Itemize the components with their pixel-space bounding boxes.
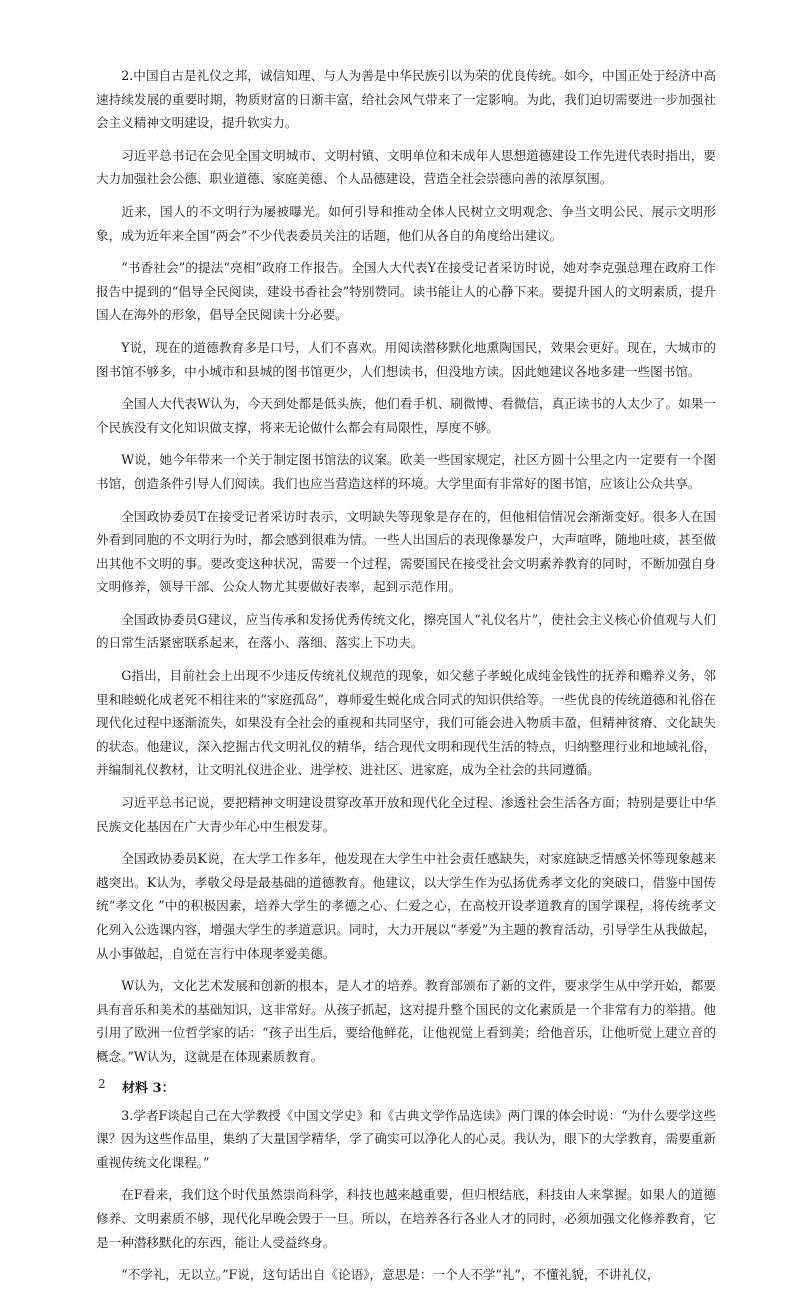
paragraph: W认为，文化艺术发展和创新的根本，是人才的培养。教育部颁布了新的文件，要求学生从中学开始，都要具有音乐和美术的基础知识，这非常好。从孩子抓起，这对提升整个国民的文化素质是一个非常有力的举措。他引用了欧洲一位哲学家的话：“孩子出生后，要给他鲜花，让他视觉上看到美；给他音乐，让他听觉上建立音的概念。”W认为，这就是在体现素质教育。 (96, 978, 716, 1064)
paragraph: 全国政协委员G建议，应当传承和发扬优秀传统文化，擦亮国人“礼仪名片”，使社会主义核心价值观与人们的日常生活紧密联系起来，在落小、落细、落实上下功夫。 (96, 611, 716, 651)
document-page (96, 64, 716, 1296)
paragraph: 2.中国自古是礼仪之邦，诚信知理、与人为善是中华民族引以为荣的优良传统。如今，中国正处于经济中高速持续发展的重要时期，物质财富的日渐丰富，给社会风气带来了一定影响。为此，我们迫切需要进一步加强社会主义精神文明建设，提升软实力。 (96, 68, 716, 131)
paragraph: 在F看来，我们这个时代虽然崇尚科学，科技也越来越重要，但归根结底，科技由人来掌握。如果人的道德修养、文明素质不够，现代化早晚会毁于一旦。所以，在培养各行各业人才的同时，必须加强文化修养教育，它是一种潜移默化的东西，能让人受益终身。 (96, 1187, 716, 1250)
page-number: 2 (98, 1077, 106, 1091)
paragraph: W说，她今年带来一个关于制定图书馆法的议案。欧美一些国家规定，社区方圆十公里之内一定要有一个图书馆，创造条件引导人们阅读。我们也应当营造这样的环境。大学里面有非常好的图书馆，应该让公众共享。 (96, 452, 716, 491)
paragraph: 习近平总书记说，要把精神文明建设贯穿改革开放和现代化全过程、渗透社会生活各方面；特别是要让中华民族文化基因在广大青少年心中生根发芽。 (96, 795, 716, 834)
paragraph: “不学礼，无以立。”F说，这句话出自《论语》，意思是：一个人不学“礼”，不懂礼貌，不讲礼仪， (121, 1267, 660, 1283)
section-heading: 材料 3： (122, 1080, 175, 1096)
paragraph: 3.学者F谈起自己在大学教授《中国文学史》和《古典文学作品选读》两门课的体会时说：“为什么要学这些课？因为这些作品里，集纳了大量国学精华，学了确实可以净化人的心灵。我认为，眼下的大学教育，需要重新重视传统文化课程。” (96, 1107, 716, 1170)
paragraph: G指出，目前社会上出现不少违反传统礼仪规范的现象，如父慈子孝蜕化成纯金钱性的抚养和赡养义务，邻里和睦蜕化成老死不相往来的“家庭孤岛”，尊师爱生蜕化成合同式的知识供给等。一些优良的传统道德和礼俗在现代化过程中逐渐流失，如果没有全社会的重视和共同坚守，我们可能会进入物质丰盈，但精神贫瘠、文化缺失的状态。他建议，深入挖掘古代文明礼仪的精华，结合现代文明和现代生活的特点，归纳整理行业和地域礼俗，并编制礼仪教材，让文明礼仪进企业、进学校、进社区、进家庭，成为全社会的共同遵循。 (96, 668, 716, 778)
paragraph: 全国人大代表W认为，今天到处都是低头族，他们看手机、刷微博、看微信，真正读书的人太少了。如果一个民族没有文化知识做支撑，将来无论做什么都会有局限性，厚度不够。 (96, 396, 716, 435)
paragraph: Y说，现在的道德教育多是口号，人们不喜欢。用阅读潜移默化地熏陶国民，效果会更好。现在，大城市的图书馆不够多，中小城市和县城的图书馆更少，人们想读书，但没地方读。因此她建议各地多建一些图书馆。 (96, 339, 716, 379)
paragraph: “书香社会”的提法“亮相”政府工作报告。全国人大代表Y在接受记者采访时说，她对李克强总理在政府工作报告中提到的“倡导全民阅读，建设书香社会”特别赞同。读书能让人的心静下来。要提升国人的文明素质，提升国人在海外的形象，倡导全民阅读十分必要。 (96, 260, 716, 323)
paragraph: 习近平总书记在会见全国文明城市、文明村镇、文明单位和未成年人思想道德建设工作先进代表时指出，要大力加强社会公德、职业道德、家庭美德、个人品德建设，营造全社会崇德向善的浓厚氛围。 (96, 147, 716, 187)
paragraph: 近来，国人的不文明行为屡被曝光。如何引导和推动全体人民树立文明观念、争当文明公民、展示文明形象，成为近年来全国“两会”不少代表委员关注的话题，他们从各自的角度给出建议。 (96, 203, 716, 243)
paragraph: 全国政协委员K说，在大学工作多年，他发现在大学生中社会责任感缺失，对家庭缺乏情感关怀等现象越来越突出。K认为，孝敬父母是最基础的道德教育。他建议，以大学生作为弘扬优秀孝文化的突破口，借鉴中国传统“孝文化 ”中的积极因素，培养大学生的孝德之心、仁爱之心，在高校开设孝道教育的国学课程，将传统孝文化列入公选课内容，增强大学生的孝道意识。同时，大力开展以“孝爱”为主题的教育活动，引导学生从我做起，从小事做起，自觉在言行中体现孝爱美德。 (96, 851, 716, 961)
paragraph: 全国政协委员T在接受记者采访时表示，文明缺失等现象是存在的，但他相信情况会渐渐变好。很多人在国外看到同胞的不文明行为时，都会感到很难为情。一些人出国后的表现像暴发户，大声喧哗，随地吐痰，甚至做出其他不文明的事。要改变这种状况，需要一个过程，需要国民在接受社会文明素养教育的同时，不断加强自身文明修养，领导干部、公众人物尤其要做好表率，起到示范作用。 (96, 508, 716, 595)
